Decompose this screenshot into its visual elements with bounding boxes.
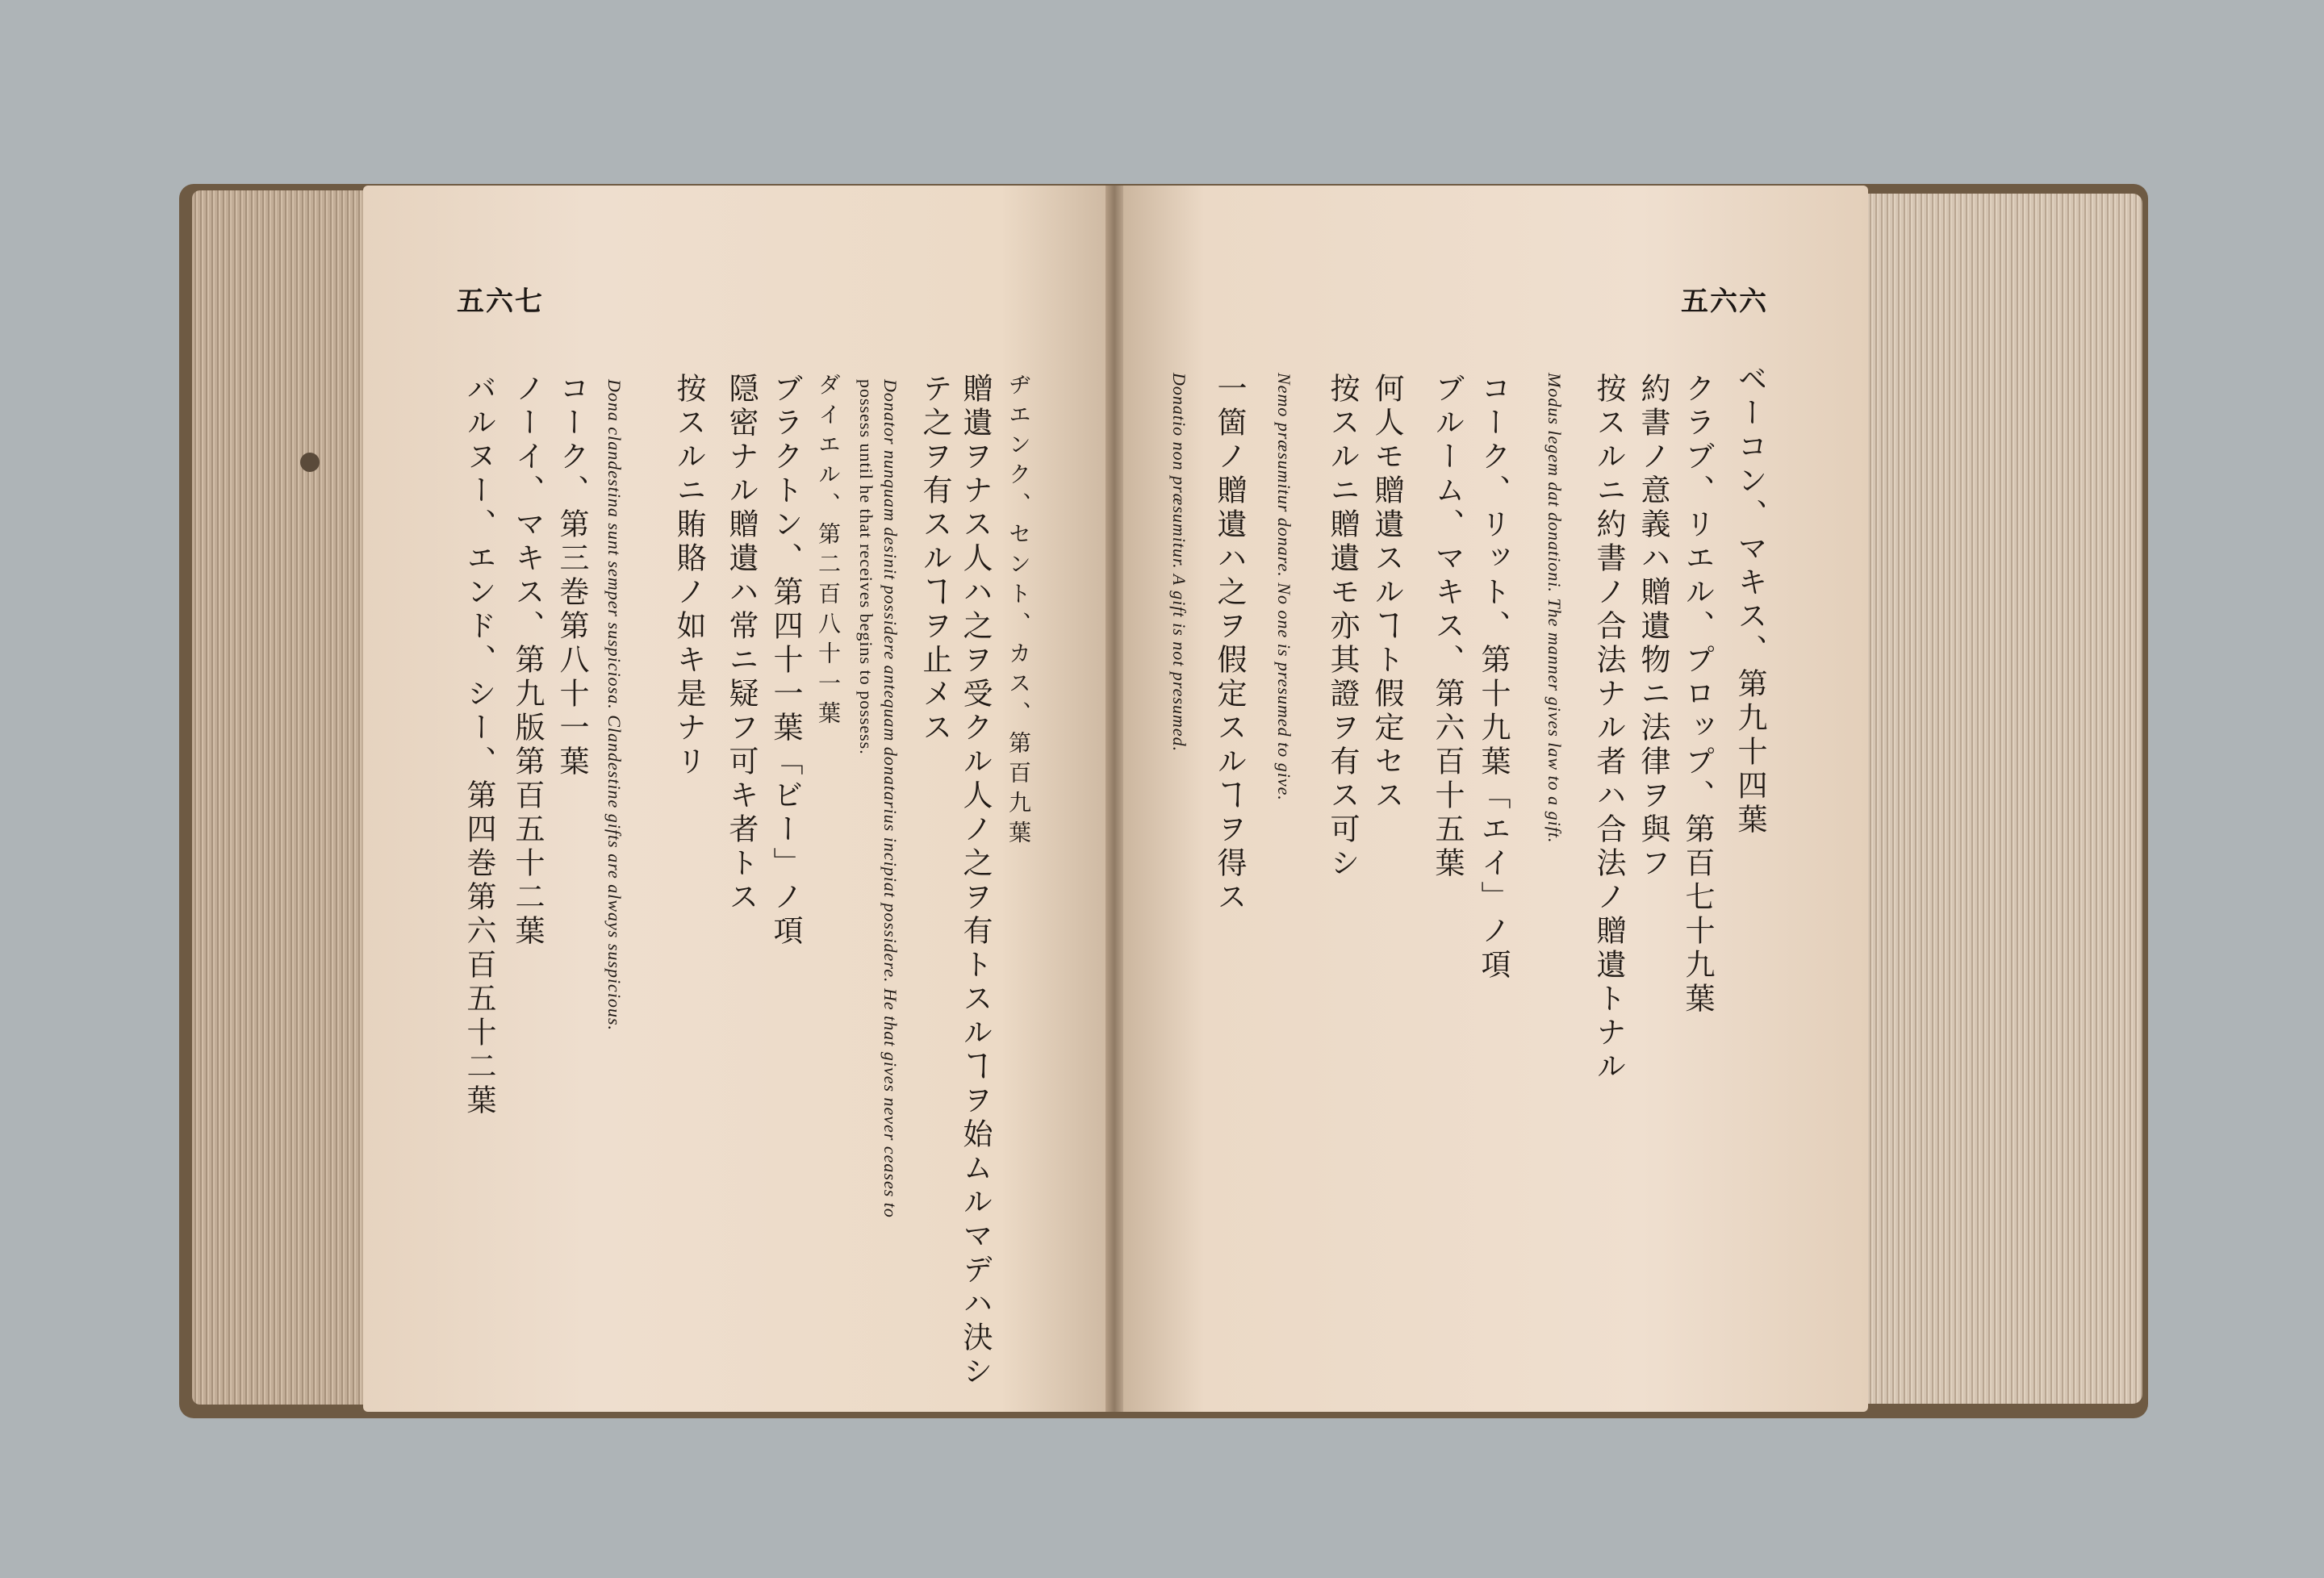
text-column: テ之ヲ有スルヿヲ止メス [917,373,952,745]
text-column: 何人モ贈遺スルヿト假定セス [1369,373,1404,813]
text-column: Donatio non præsumitur. A gift is not presumed. [1169,373,1189,753]
text-column: ノーイ、マキス、第九版第百五十二葉 [510,373,545,949]
text-column: 按スルニ約書ノ合法ナル者ハ合法ノ贈遺トナル [1591,373,1626,1084]
text-column: ブラクトン、第四十一葉「ビー」ノ項 [768,373,803,949]
text-column: ベーコン、マキス、第九十四葉 [1733,363,1767,837]
text-column: クラブ、リエル、プロップ、第百七十九葉 [1680,373,1715,1017]
text-column: 一箇ノ贈遺ハ之ヲ假定スルヿヲ得ス [1212,373,1247,915]
text-column: ダイエル、第二百八十一葉 [815,373,842,731]
right-page-number: 五六六 [1681,286,1768,318]
left-page-number: 五六七 [457,286,544,318]
text-column: Donator nunquam desinit possidere antequam donatarius incipiat possidere. He that gives never ceases to [880,379,901,1218]
text-column: Dona clandestina sunt semper suspiciosa. Clandestine gifts are always suspicious. [604,379,625,1031]
text-column: possess until he that receives begins to possess. [856,379,876,755]
text-column: Modus legem dat donationi. The manner gives law to a gift. [1544,373,1565,844]
text-column: 約書ノ意義ハ贈遺物ニ法律ヲ與フ [1636,373,1670,881]
text-column: 按スルニ賄賂ノ如キ是ナリ [671,373,706,779]
text-column: ブルーム、マキス、第六百十五葉 [1430,373,1465,881]
text-column: バルヌー、エンド、シー、第四巻第六百五十二葉 [462,373,496,1118]
text-column: 贈遺ヲナス人ハ之ヲ受クル人ノ之ヲ有トスルヿヲ始ムルマデハ決シ [958,373,993,1389]
text-column: 隠密ナル贈遺ハ常ニ疑フ可キ者トス [724,373,759,915]
text-column: Nemo præsumitur donare. No one is presumed to give. [1274,373,1294,801]
text-column: 按スルニ贈遺モ亦其證ヲ有ス可シ [1325,373,1360,881]
text-column: コーク、第三巻第八十一葉 [554,373,589,779]
left-page-stack [192,190,378,1405]
right-page-stack [1856,194,2142,1404]
text-column: ヂエンク、セント、カス、第百九葉 [1005,373,1032,850]
book-gutter [1106,186,1123,1412]
binding-hole [300,453,320,472]
text-column: コーク、リット、第十九葉「エイ」ノ項 [1476,373,1511,983]
